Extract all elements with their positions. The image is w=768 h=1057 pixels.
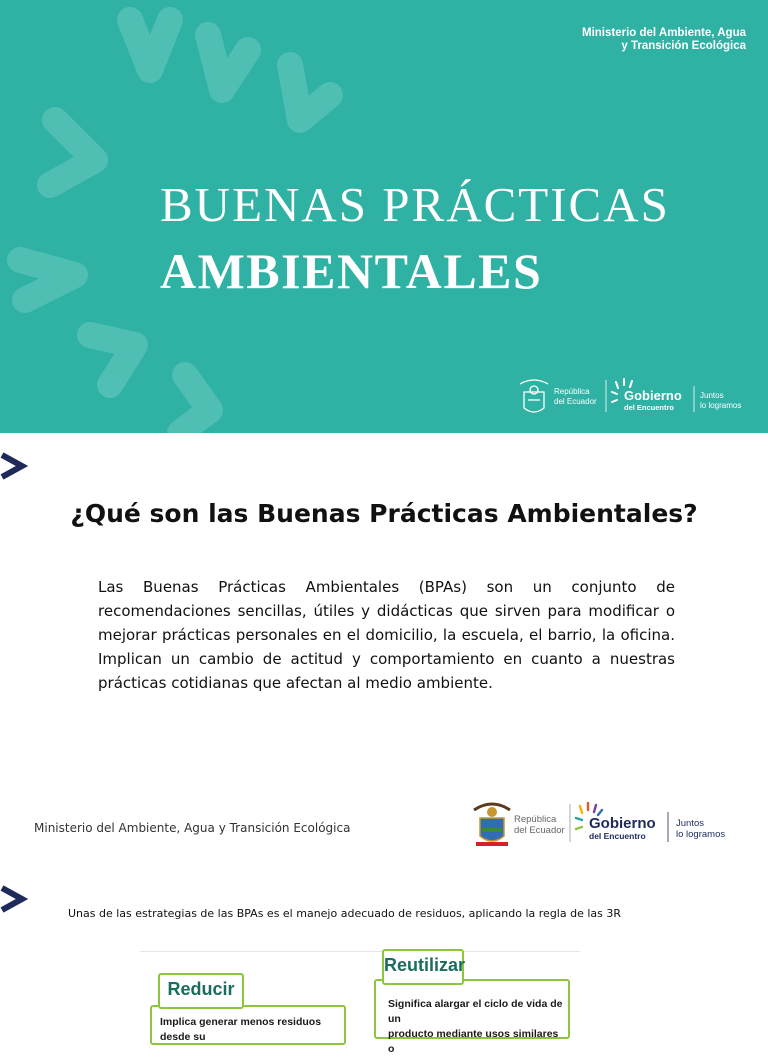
government-logos <box>516 374 756 418</box>
divider <box>140 951 580 952</box>
ministry-name: Ministerio del Ambiente, Agua y Transición Ecológica <box>582 27 746 52</box>
title-line-2: AMBIENTALES <box>160 243 543 299</box>
republica-label: República <box>514 814 557 825</box>
juntos-label: Juntos <box>676 818 704 829</box>
reducir-text: Implica generar menos residuos desde su <box>160 1016 322 1043</box>
gobierno-label: Gobierno <box>624 388 682 403</box>
gobierno-label: Gobierno <box>589 815 656 832</box>
ecuador-label: del Ecuador <box>514 825 565 836</box>
ecuador-coat-of-arms-icon <box>474 804 510 846</box>
chevron-right-icon <box>0 884 28 914</box>
republica-label: República <box>554 387 590 396</box>
del-encuentro-label: del Encuentro <box>589 831 646 841</box>
lo-logramos-label: lo logramos <box>676 829 726 840</box>
ecuador-label: del Ecuador <box>554 397 597 406</box>
lo-logramos-label: lo logramos <box>700 401 742 410</box>
chevron-right-icon <box>0 451 28 481</box>
three-r-intro: Unas de las estrategias de las BPAs es el manejo adecuado de residuos, aplicando la regla de las 3R <box>68 907 622 920</box>
del-encuentro-label: del Encuentro <box>624 403 675 412</box>
reutilizar-text: Significa alargar el ciclo de vida de un producto mediante usos similares o <box>388 998 563 1055</box>
section-heading: ¿Qué son las Buenas Prácticas Ambientales? <box>70 499 698 528</box>
definition-paragraph: Las Buenas Prácticas Ambientales (BPAs) son un conjunto de recomendaciones sencillas, útiles y didácticas que sirven para modificar o mejorar prácticas personales en el domicilio, la escuela, el barrio, la oficina. Implican un cambio de actitud y comportamiento en cuanto a nuestras prácticas cotidianas que afectan al medio ambiente. <box>98 578 675 692</box>
three-r-slide <box>0 879 768 1055</box>
reducir-label: Reducir <box>158 973 244 1009</box>
reutilizar-label: Reutilizar <box>382 949 464 985</box>
title-line-1: BUENAS PRÁCTICAS <box>160 177 670 232</box>
cover-slide <box>0 0 768 433</box>
definition-slide <box>0 433 768 879</box>
ecuador-coat-of-arms-icon <box>520 380 548 412</box>
juntos-label: Juntos <box>700 391 724 400</box>
government-logos-color <box>470 798 750 850</box>
footer-ministry-name: Ministerio del Ambiente, Agua y Transición Ecológica <box>34 821 351 835</box>
